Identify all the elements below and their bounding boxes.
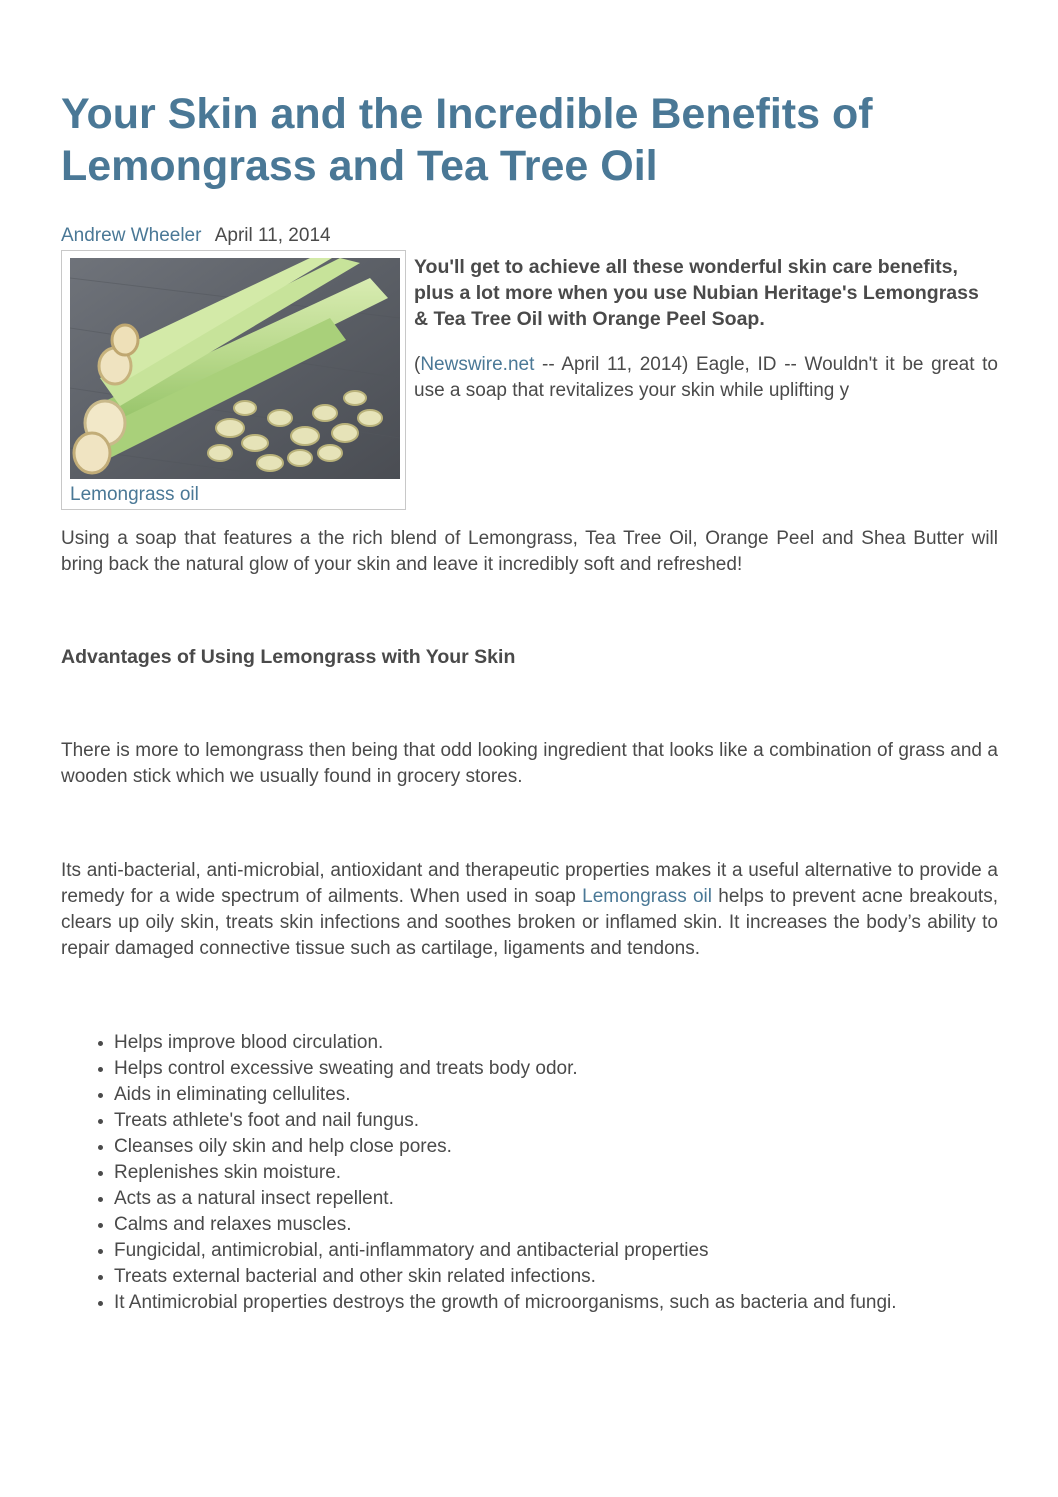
list-item: Fungicidal, antimicrobial, anti-inflammatory and antibacterial properties: [114, 1238, 998, 1264]
lead-paragraph: You'll get to achieve all these wonderful skin care benefits, plus a lot more when you use Nubian Heritage's Lemongrass & Tea Tree Oil with Orange Peel Soap.: [414, 256, 979, 330]
list-item: Cleanses oily skin and help close pores.: [114, 1134, 998, 1160]
publish-date: April 11, 2014: [214, 225, 331, 246]
properties-paragraph: [61, 858, 998, 962]
list-item: Calms and relaxes muscles.: [114, 1212, 998, 1238]
lemongrass-photo: [70, 258, 400, 479]
list-item: Aids in eliminating cellulites.: [114, 1082, 998, 1108]
list-item: Replenishes skin moisture.: [114, 1160, 998, 1186]
byline: [61, 224, 998, 248]
newswire-link[interactable]: Newswire.net: [420, 354, 535, 375]
list-item: Treats athlete's foot and nail fungus.: [114, 1108, 998, 1134]
figure-caption[interactable]: Lemongrass oil: [70, 484, 199, 505]
article-title: Your Skin and the Incredible Benefits of Lemongrass and Tea Tree Oil: [61, 90, 873, 190]
list-item: Helps control excessive sweating and treats body odor.: [114, 1056, 998, 1082]
section-heading: Advantages of Using Lemongrass with Your Skin: [61, 646, 516, 668]
list-item: It Antimicrobial properties destroys the growth of microorganisms, such as bacteria and fungi.: [114, 1290, 998, 1316]
intro-text: -- April 11, 2014) Eagle, ID -- Wouldn't it be great to use a soap that revitalizes your skin while uplifting y: [414, 354, 998, 401]
list-item: Acts as a natural insect repellent.: [114, 1186, 998, 1212]
lemongrass-description-paragraph: There is more to lemongrass then being that odd looking ingredient that looks like a combination of grass and a wooden stick which we usually found in grocery stores.: [61, 740, 998, 787]
list-item: Helps improve blood circulation.: [114, 1030, 998, 1056]
author-link[interactable]: Andrew Wheeler: [61, 225, 202, 246]
list-item: Treats external bacterial and other skin related infections.: [114, 1264, 998, 1290]
blend-paragraph: Using a soap that features a the rich blend of Lemongrass, Tea Tree Oil, Orange Peel and Shea Butter will bring back the natural glow of your skin and leave it incredibly soft and refreshed!: [61, 528, 998, 575]
properties-text-after: helps to prevent acne breakouts, clears up oily skin, treats skin infections and soothes broken or inflamed skin. It increases the body’s ability to repair damaged connective tissue such as cartilage, ligaments and tendons.: [61, 886, 998, 959]
lemongrass-figure: [61, 250, 406, 510]
article: [61, 88, 998, 1316]
properties-text-before: Its anti-bacterial, anti-microbial, antioxidant and therapeutic properties makes it a useful alternative to provide a remedy for a wide spectrum of ailments. When used in soap: [61, 860, 998, 907]
lemongrass-oil-link[interactable]: Lemongrass oil: [582, 886, 712, 907]
intro-prefix: (: [414, 354, 421, 375]
benefits-list: [61, 1030, 998, 1316]
